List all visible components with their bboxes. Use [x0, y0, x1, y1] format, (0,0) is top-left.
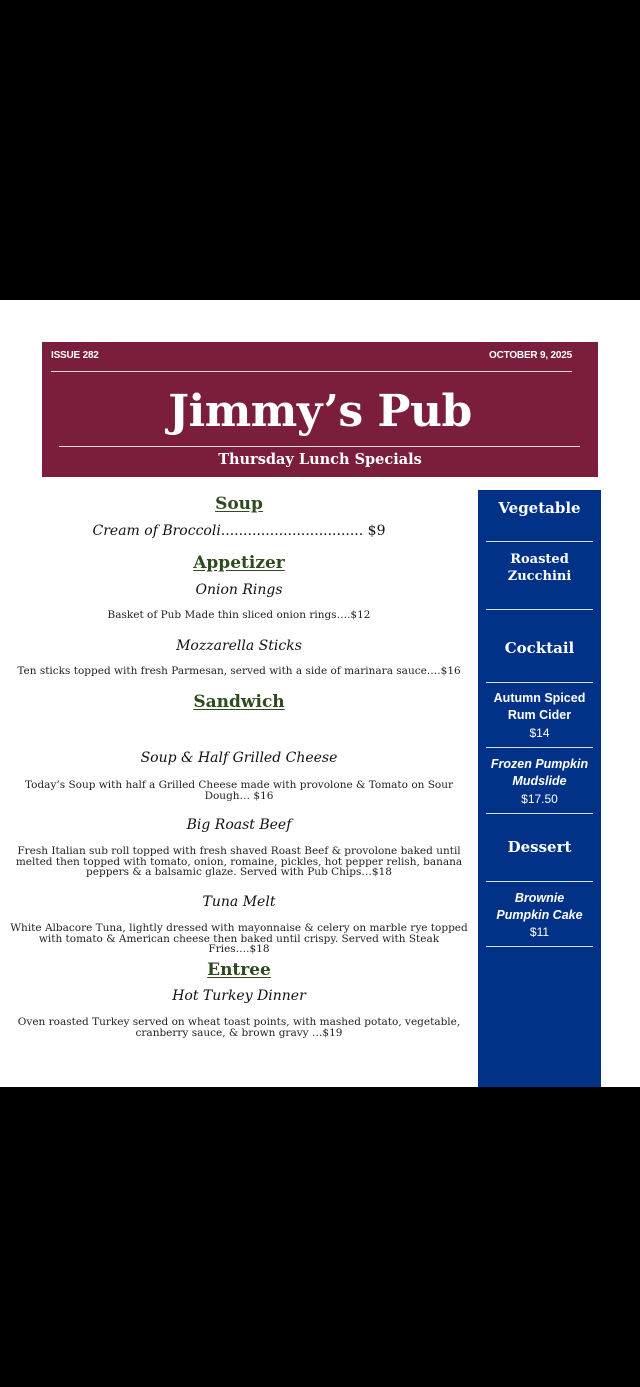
soup-item-price: $9 [367, 523, 386, 539]
sidebar-item-dessert: Brownie Pumpkin Cake [496, 891, 583, 922]
menu-item-description: White Albacore Tuna, lightly dressed with mayonnaise & celery on marble rye topped with tomato & American cheese then baked until crispy. Served with Steak Fries….$18 [10, 922, 468, 955]
banner-divider-top [51, 371, 572, 372]
sidebar-heading-vegetable: Vegetable [498, 499, 581, 517]
menu-item-name: Hot Turkey Dinner [172, 988, 306, 1004]
section-heading-sandwich: Sandwich [193, 692, 285, 712]
menu-item-name: Soup & Half Grilled Cheese [140, 750, 338, 766]
sidebar-item-vegetable: Roasted Zucchini [507, 552, 572, 584]
soup-item [0, 523, 478, 539]
specials-sidebar [478, 490, 601, 1087]
sidebar-divider [486, 609, 593, 610]
page-subtitle: Thursday Lunch Specials [218, 451, 422, 468]
sidebar-item-price: $17.50 [521, 792, 558, 806]
sidebar-divider [486, 541, 593, 542]
sidebar-heading-cocktail: Cocktail [504, 639, 575, 657]
section-heading-appetizer: Appetizer [193, 553, 285, 573]
menu-item-description: Oven roasted Turkey served on wheat toast points, with mashed potato, vegetable, cranberry sauce, & brown gravy …$19 [17, 1016, 461, 1039]
menu-item-name: Tuna Melt [202, 894, 276, 910]
sidebar-item-price: $14 [529, 726, 550, 740]
sidebar-item-price: $11 [529, 925, 550, 939]
sidebar-divider [486, 747, 593, 748]
menu-item-description: Fresh Italian sub roll topped with fresh shaved Roast Beef & provolone baked until melted then topped with tomato, onion, romaine, pickles, hot pepper relish, banana peppers & a balsamic glaze. Served with Pub Chips…$18 [15, 845, 463, 878]
menu-item-name: Mozzarella Sticks [176, 638, 302, 654]
sidebar-heading-dessert: Dessert [507, 838, 572, 856]
sidebar-divider [486, 682, 593, 683]
sidebar-divider [486, 813, 593, 814]
menu-item-description: Basket of Pub Made thin sliced onion rings….$12 [107, 609, 371, 621]
menu-item-name: Big Roast Beef [186, 817, 292, 833]
soup-item-leader: ................................ [220, 523, 364, 539]
sidebar-divider [486, 881, 593, 882]
menu-item-description: Ten sticks topped with fresh Parmesan, served with a side of marinara sauce….$16 [17, 665, 461, 677]
soup-item-name: Cream of Broccoli [92, 523, 221, 539]
banner-divider-bottom [59, 446, 580, 447]
issue-date: OCTOBER 9, 2025 [489, 350, 572, 361]
section-heading-soup: Soup [215, 494, 263, 514]
page-title: Jimmy’s Pub [168, 386, 472, 437]
section-heading-entree: Entree [207, 960, 271, 980]
menu-item-description: Today’s Soup with half a Grilled Cheese made with provolone & Tomato on Sour Dough… $16 [24, 779, 454, 802]
sidebar-divider [486, 946, 593, 947]
menu-item-name: Onion Rings [195, 582, 283, 598]
sidebar-item-cocktail: Frozen Pumpkin Mudslide [490, 757, 589, 788]
sidebar-item-cocktail: Autumn Spiced Rum Cider [493, 691, 586, 722]
menu-page [0, 300, 640, 1087]
issue-number: ISSUE 282 [51, 350, 99, 361]
header-banner [42, 342, 598, 477]
